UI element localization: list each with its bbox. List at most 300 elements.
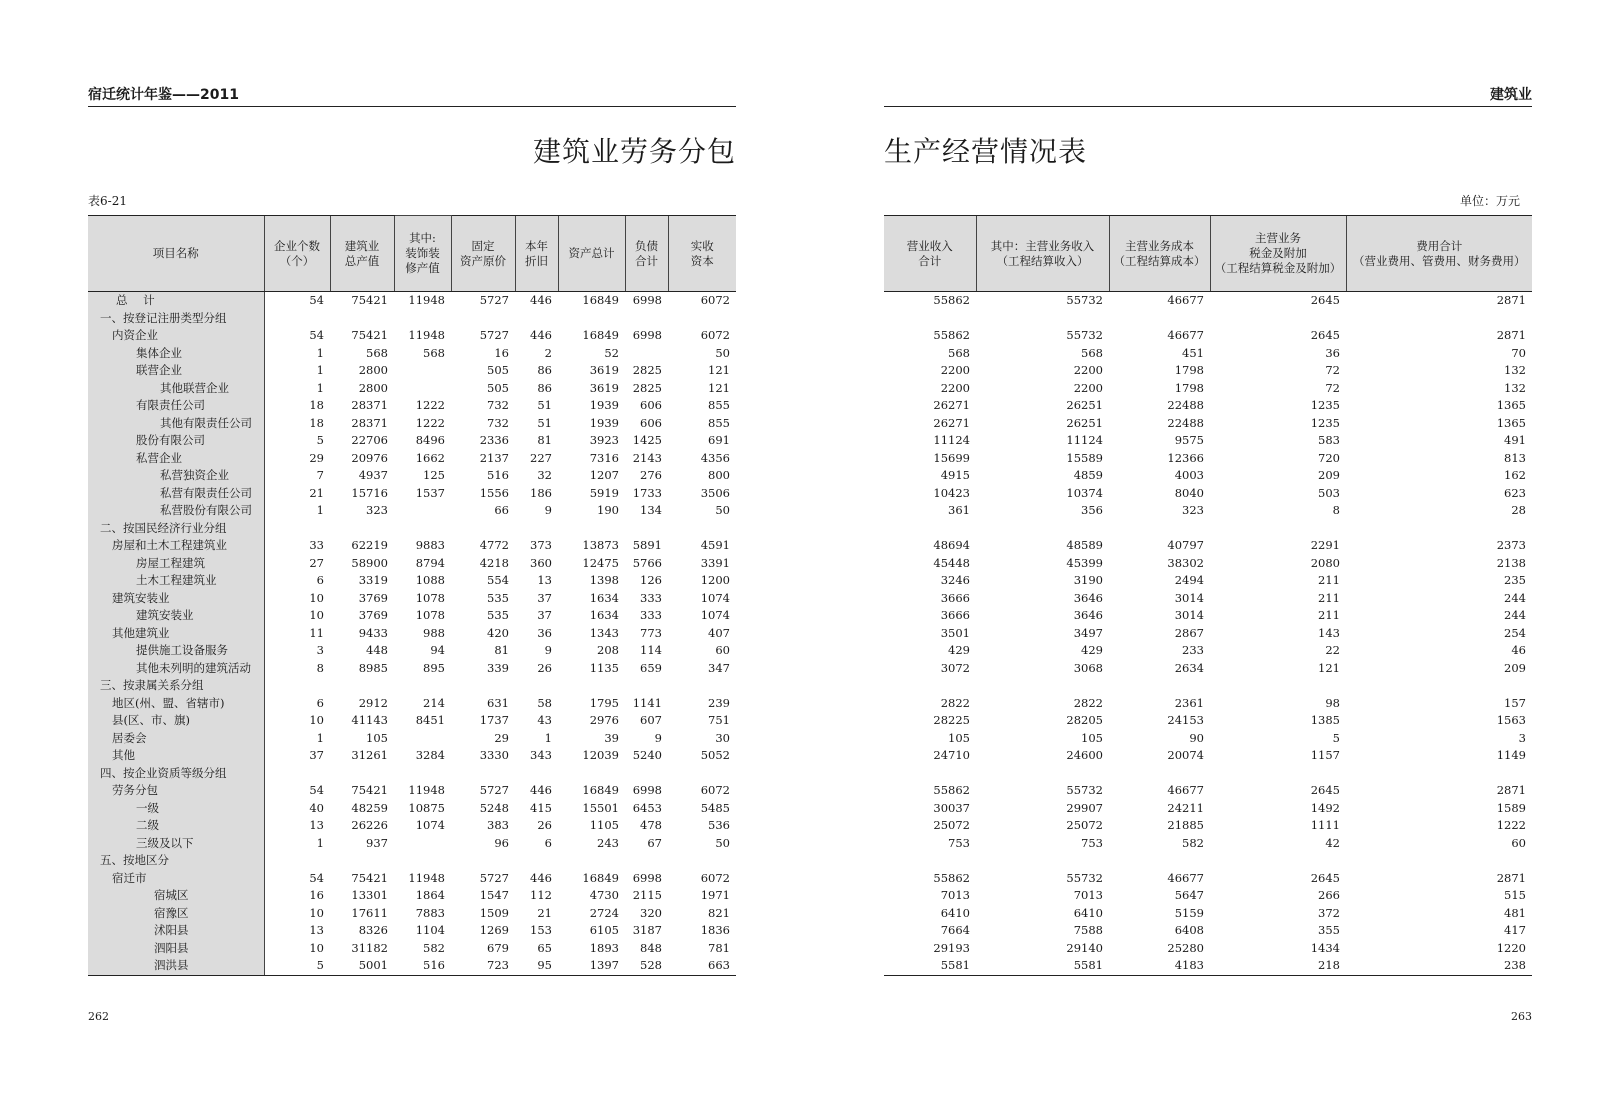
- table-cell: 3646: [1073, 590, 1103, 605]
- table-cell: 5: [264, 957, 330, 975]
- row-label: 房屋和土木工程建筑业: [88, 537, 264, 555]
- table-cell: 1971: [700, 888, 730, 902]
- table-cell: 535: [487, 608, 509, 622]
- table-cell: 623: [1504, 485, 1526, 500]
- table-row: [884, 940, 1532, 958]
- table-cell: 28: [1511, 503, 1526, 517]
- table-cell: 3068: [1073, 660, 1103, 675]
- table-cell: 6: [544, 835, 552, 850]
- table-row: [884, 380, 1532, 398]
- table-cell: [394, 835, 451, 853]
- table-cell: [394, 520, 451, 538]
- table-row: [88, 450, 736, 468]
- table-cell: 3769: [358, 590, 388, 605]
- table-cell: 3014: [1174, 590, 1204, 605]
- table-cell: 28371: [351, 398, 388, 412]
- table-cell: 383: [487, 818, 509, 832]
- table-cell: 121: [708, 380, 730, 395]
- row-label: 房屋工程建筑: [88, 555, 264, 573]
- table-cell: 24211: [1167, 800, 1204, 815]
- table-cell: 415: [530, 800, 552, 815]
- table-cell: 3506: [700, 485, 730, 500]
- table-cell: 16849: [582, 870, 619, 885]
- table-cell: [1346, 765, 1532, 783]
- table-cell: 751: [708, 713, 730, 727]
- row-label: 居委会: [88, 730, 264, 748]
- table-cell: 24710: [933, 748, 970, 762]
- table-cell: 895: [423, 660, 445, 675]
- table-cell: 26271: [933, 398, 970, 412]
- table-cell: [668, 852, 736, 870]
- table-row: [88, 590, 736, 608]
- table-cell: 4003: [1174, 468, 1204, 482]
- table-cell: 9575: [1174, 433, 1204, 447]
- table-cell: 55862: [933, 870, 970, 885]
- table-cell: 2800: [358, 363, 388, 377]
- table-cell: 848: [640, 940, 662, 955]
- table-cell: 22: [1325, 643, 1340, 657]
- table-row: [88, 572, 736, 590]
- row-label: 泗阳县: [88, 940, 264, 958]
- table-cell: 7013: [1073, 888, 1103, 902]
- table-cell: 503: [1318, 485, 1340, 500]
- table-cell: 29140: [1066, 940, 1103, 955]
- table-cell: 1434: [1310, 940, 1340, 955]
- row-label: 其他建筑业: [88, 625, 264, 643]
- table-cell: 12366: [1167, 450, 1204, 465]
- table-cell: 8: [316, 660, 324, 675]
- table-cell: 96: [494, 835, 509, 850]
- table-cell: 583: [1318, 433, 1340, 447]
- table-cell: 1: [316, 345, 324, 360]
- table-cell: 3769: [358, 608, 388, 622]
- table-cell: 22488: [1167, 415, 1204, 430]
- table-cell: 333: [640, 590, 662, 605]
- table-row: [884, 905, 1532, 923]
- table-cell: [264, 852, 330, 870]
- table-cell: 75421: [351, 293, 388, 307]
- table-cell: 3666: [940, 608, 970, 622]
- table-cell: 360: [530, 555, 552, 570]
- table-cell: 54: [309, 783, 324, 797]
- table-cell: 323: [366, 503, 388, 517]
- table-cell: 800: [708, 468, 730, 482]
- table-cell: 723: [451, 957, 515, 975]
- table-row: [88, 397, 736, 415]
- table-cell: [625, 765, 668, 783]
- column-header: 费用合计 （营业费用、管费用、财务费用）: [1346, 216, 1532, 292]
- table-cell: [451, 852, 515, 870]
- table-cell: 37: [537, 590, 552, 605]
- table-row: [88, 642, 736, 660]
- table-cell: 48694: [933, 538, 970, 552]
- table-row: [88, 607, 736, 625]
- table-row: [88, 835, 736, 853]
- table-row: [884, 922, 1532, 940]
- table-cell: 15699: [933, 450, 970, 465]
- table-cell: [976, 765, 1109, 783]
- table-cell: 516: [487, 468, 509, 482]
- table-cell: 55862: [933, 293, 970, 307]
- unit-label: 单位：万元: [1459, 194, 1520, 208]
- table-cell: 8326: [358, 923, 388, 937]
- table-cell: 821: [708, 905, 730, 920]
- table-cell: 40: [309, 800, 324, 815]
- table-cell: 6: [316, 695, 324, 710]
- table-cell: 535: [487, 590, 509, 605]
- table-cell: 30037: [933, 800, 970, 815]
- table-cell: 1556: [479, 485, 509, 500]
- table-row: [884, 572, 1532, 590]
- table-cell: 8985: [358, 660, 388, 675]
- table-cell: 18: [309, 398, 324, 412]
- table-cell: 121: [1318, 660, 1340, 675]
- table-cell: 15501: [582, 800, 619, 815]
- table-cell: 190: [597, 503, 619, 517]
- table-cell: 5727: [479, 870, 509, 885]
- table-cell: 72: [1325, 380, 1340, 395]
- table-cell: 37: [537, 608, 552, 622]
- table-cell: 1078: [415, 608, 445, 622]
- table-cell: 105: [366, 730, 388, 745]
- table-cell: 2373: [1496, 538, 1526, 552]
- table-row: [884, 345, 1532, 363]
- table-cell: 70: [1511, 345, 1526, 360]
- table-cell: 1939: [589, 415, 619, 430]
- page-title-right: 生产经营情况表: [884, 135, 1088, 168]
- table-cell: 3: [316, 643, 324, 657]
- table-cell: 528: [625, 957, 668, 975]
- table-cell: 55862: [933, 328, 970, 342]
- table-cell: 46677: [1167, 870, 1204, 885]
- table-cell: 1589: [1496, 800, 1526, 815]
- table-cell: 48259: [351, 800, 388, 815]
- page-title-left: 建筑业劳务分包: [532, 135, 736, 168]
- table-cell: 162: [1504, 468, 1526, 482]
- table-cell: 13301: [351, 888, 388, 902]
- table-cell: 29193: [933, 940, 970, 955]
- table-cell: [558, 852, 625, 870]
- table-cell: 1: [544, 730, 552, 745]
- row-label: 内资企业: [88, 327, 264, 345]
- table-row: [88, 800, 736, 818]
- table-cell: 1149: [1496, 748, 1526, 762]
- table-number: 表6-21: [88, 194, 127, 208]
- table-cell: 2200: [940, 363, 970, 377]
- table-cell: [330, 852, 394, 870]
- table-row: [88, 940, 736, 958]
- table-cell: 11124: [933, 433, 970, 447]
- table-cell: 132: [1504, 363, 1526, 377]
- table-cell: [330, 765, 394, 783]
- table-cell: 1269: [479, 923, 509, 937]
- table-cell: 659: [640, 660, 662, 675]
- table-cell: 38302: [1167, 555, 1204, 570]
- table-cell: 6105: [589, 923, 619, 937]
- table-cell: 855: [708, 398, 730, 412]
- table-cell: 2645: [1310, 783, 1340, 797]
- table-row: [884, 747, 1532, 765]
- table-cell: [264, 520, 330, 538]
- table-cell: 54: [309, 870, 324, 885]
- table-cell: 1737: [479, 713, 509, 727]
- table-cell: 5727: [479, 293, 509, 307]
- table-row: [884, 642, 1532, 660]
- table-cell: 5647: [1174, 888, 1204, 902]
- table-row: [884, 870, 1532, 888]
- table-cell: [976, 310, 1109, 328]
- table-row: [88, 292, 736, 310]
- row-label: 一、按登记注册类型分组: [88, 310, 264, 328]
- table-cell: 1662: [415, 450, 445, 465]
- table-cell: 1220: [1496, 940, 1526, 955]
- table-cell: 209: [1318, 468, 1340, 482]
- table-cell: 41143: [351, 713, 388, 727]
- table-cell: 429: [1081, 643, 1103, 657]
- table-cell: 5766: [632, 555, 662, 570]
- table-cell: 121: [708, 363, 730, 377]
- table-cell: 6072: [700, 328, 730, 342]
- table-cell: 568: [948, 345, 970, 360]
- table-cell: 2871: [1496, 783, 1526, 797]
- table-row: [88, 712, 736, 730]
- table-cell: 448: [366, 643, 388, 657]
- left-data-table: [88, 215, 736, 976]
- table-cell: 20976: [351, 450, 388, 465]
- table-cell: 157: [1504, 695, 1526, 710]
- right-page: [884, 0, 1532, 1099]
- table-cell: 5159: [1174, 905, 1204, 920]
- table-cell: 1939: [589, 398, 619, 412]
- table-cell: 26: [537, 818, 552, 832]
- table-cell: 361: [948, 503, 970, 517]
- table-row: [884, 397, 1532, 415]
- table-cell: 7664: [940, 923, 970, 937]
- row-label: 建筑安装业: [88, 590, 264, 608]
- table-cell: 75421: [351, 870, 388, 885]
- table-cell: [394, 730, 451, 748]
- table-cell: [1346, 677, 1532, 695]
- table-cell: 356: [1081, 503, 1103, 517]
- row-label: 土木工程建筑业: [88, 572, 264, 590]
- table-cell: 5240: [632, 748, 662, 762]
- table-cell: 81: [537, 433, 552, 447]
- table-cell: 48589: [1066, 538, 1103, 552]
- table-row: [88, 625, 736, 643]
- table-cell: 3497: [1073, 625, 1103, 640]
- table-cell: 8496: [415, 433, 445, 447]
- table-cell: 254: [1504, 625, 1526, 640]
- right-header-row: [884, 216, 1532, 292]
- table-row: [88, 957, 736, 975]
- table-cell: 5581: [976, 957, 1109, 975]
- row-label: 有限责任公司: [88, 397, 264, 415]
- table-cell: 51: [537, 398, 552, 412]
- table-cell: 112: [530, 888, 552, 902]
- table-cell: 1078: [415, 590, 445, 605]
- table-cell: [1210, 765, 1346, 783]
- row-label: 三、按隶属关系分组: [88, 677, 264, 695]
- table-cell: 1235: [1310, 415, 1340, 430]
- table-cell: 491: [1504, 433, 1526, 447]
- table-cell: 407: [708, 625, 730, 640]
- table-cell: 10374: [1066, 485, 1103, 500]
- table-cell: 125: [423, 468, 445, 482]
- table-cell: 1893: [589, 940, 619, 955]
- table-cell: 21: [309, 485, 324, 500]
- table-cell: 2143: [632, 450, 662, 465]
- table-cell: 4356: [700, 450, 730, 465]
- table-cell: 13873: [582, 538, 619, 552]
- table-row: [884, 817, 1532, 835]
- running-head-left: 宿迁统计年鉴——2011: [88, 84, 736, 107]
- table-cell: 4937: [358, 468, 388, 482]
- table-row: [88, 660, 736, 678]
- table-row: [88, 747, 736, 765]
- table-cell: 46: [1511, 643, 1526, 657]
- table-cell: 50: [715, 503, 730, 517]
- table-cell: 446: [530, 783, 552, 797]
- table-cell: 554: [487, 573, 509, 587]
- table-row: [88, 310, 736, 328]
- table-cell: 2291: [1310, 538, 1340, 552]
- table-row: [884, 590, 1532, 608]
- table-cell: [264, 677, 330, 695]
- table-cell: 30: [715, 730, 730, 745]
- table-cell: 31261: [351, 748, 388, 762]
- table-cell: 238: [1346, 957, 1532, 975]
- table-cell: 8040: [1174, 485, 1204, 500]
- table-cell: 208: [597, 643, 619, 657]
- table-cell: [515, 310, 558, 328]
- table-cell: 451: [1182, 345, 1204, 360]
- table-cell: 227: [530, 450, 552, 465]
- table-cell: [1346, 852, 1532, 870]
- row-label: 泗洪县: [88, 957, 264, 975]
- table-cell: 3666: [940, 590, 970, 605]
- table-cell: 1105: [589, 818, 619, 832]
- left-table-body: [88, 292, 736, 976]
- table-cell: 2200: [940, 380, 970, 395]
- table-cell: 505: [487, 380, 509, 395]
- table-cell: 24153: [1167, 713, 1204, 727]
- table-cell: 3: [1518, 730, 1526, 745]
- table-cell: [1109, 310, 1210, 328]
- table-row: [884, 310, 1532, 328]
- table-cell: 607: [640, 713, 662, 727]
- table-cell: 20074: [1167, 748, 1204, 762]
- column-header: 其中：主营业务收入 （工程结算收入）: [976, 216, 1109, 292]
- table-cell: 43: [537, 713, 552, 727]
- table-cell: 86: [537, 363, 552, 377]
- table-cell: 126: [640, 573, 662, 587]
- table-cell: [394, 380, 451, 398]
- table-cell: 8794: [415, 555, 445, 570]
- column-header: 建筑业 总产值: [330, 216, 394, 292]
- table-row: [884, 800, 1532, 818]
- table-row: [884, 415, 1532, 433]
- table-cell: 505: [487, 363, 509, 377]
- column-header: 项目名称: [88, 216, 264, 292]
- table-cell: [1346, 520, 1532, 538]
- table-cell: 4591: [700, 538, 730, 552]
- table-cell: 50: [715, 835, 730, 850]
- table-cell: 1: [316, 730, 324, 745]
- table-cell: 55732: [1066, 870, 1103, 885]
- table-cell: 1798: [1174, 380, 1204, 395]
- right-data-table: [884, 215, 1532, 976]
- table-cell: 1235: [1310, 398, 1340, 412]
- table-cell: 12475: [582, 555, 619, 570]
- table-cell: 7588: [1073, 923, 1103, 937]
- table-cell: 28371: [351, 415, 388, 430]
- table-cell: 417: [1504, 923, 1526, 937]
- table-row: [88, 870, 736, 888]
- table-cell: 65: [537, 940, 552, 955]
- table-cell: 42: [1325, 835, 1340, 850]
- table-cell: 2645: [1310, 293, 1340, 307]
- row-label: 地区(州、盟、省辖市): [88, 695, 264, 713]
- table-row: [884, 537, 1532, 555]
- table-row: [884, 695, 1532, 713]
- table-cell: 4218: [479, 555, 509, 570]
- table-cell: 114: [640, 643, 662, 657]
- table-cell: 1365: [1496, 398, 1526, 412]
- table-cell: 2822: [940, 695, 970, 710]
- table-cell: 54: [309, 328, 324, 342]
- table-cell: [394, 765, 451, 783]
- table-cell: 25072: [1066, 818, 1103, 832]
- table-cell: 17611: [351, 905, 388, 920]
- table-cell: 10: [309, 940, 324, 955]
- table-cell: 8451: [415, 713, 445, 727]
- table-row: [884, 730, 1532, 748]
- table-row: [884, 607, 1532, 625]
- table-cell: 6: [316, 573, 324, 587]
- table-cell: 1509: [479, 905, 509, 920]
- table-row: [88, 520, 736, 538]
- column-header: 固定 资产原价: [451, 216, 515, 292]
- table-cell: 3284: [415, 748, 445, 762]
- table-cell: 3014: [1174, 608, 1204, 622]
- table-cell: 333: [640, 608, 662, 622]
- table-cell: 243: [597, 835, 619, 850]
- table-cell: 50: [715, 345, 730, 360]
- table-cell: [976, 520, 1109, 538]
- table-cell: 28225: [933, 713, 970, 727]
- table-cell: 214: [423, 695, 445, 710]
- table-cell: [394, 502, 451, 520]
- table-cell: 10875: [408, 800, 445, 815]
- table-cell: 3619: [589, 363, 619, 377]
- table-cell: 33: [309, 538, 324, 552]
- table-cell: 26271: [933, 415, 970, 430]
- table-row: [884, 677, 1532, 695]
- table-cell: 52: [604, 345, 619, 360]
- table-cell: 26251: [1066, 415, 1103, 430]
- table-row: [884, 660, 1532, 678]
- table-cell: 1365: [1496, 415, 1526, 430]
- table-cell: [558, 520, 625, 538]
- row-label: 联营企业: [88, 362, 264, 380]
- table-cell: 1200: [700, 573, 730, 587]
- table-cell: 1537: [415, 485, 445, 500]
- table-cell: 15716: [351, 485, 388, 500]
- table-cell: 66: [494, 503, 509, 517]
- table-cell: 58: [537, 695, 552, 710]
- table-cell: [558, 310, 625, 328]
- table-cell: 13: [309, 923, 324, 937]
